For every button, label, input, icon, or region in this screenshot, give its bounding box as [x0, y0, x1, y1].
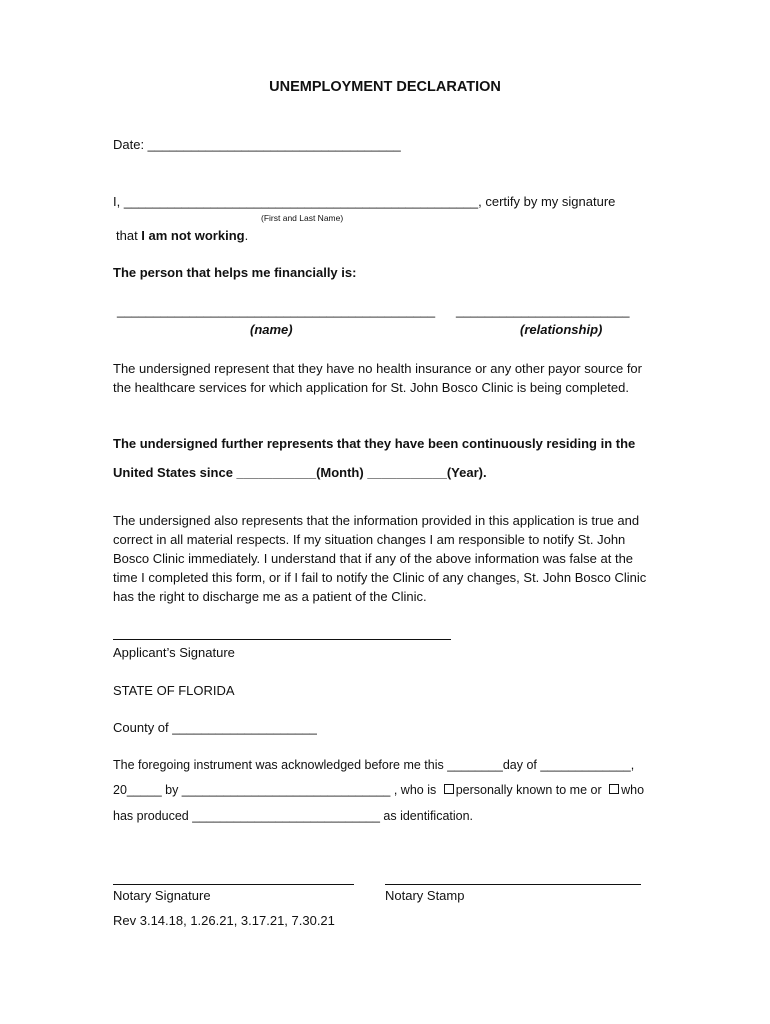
helper-relationship-caption: (relationship) — [520, 322, 603, 337]
not-working-prefix: that — [116, 228, 142, 243]
applicant-signature-label: Applicant’s Signature — [113, 645, 235, 660]
notary-signature-line[interactable] — [113, 884, 354, 885]
helper-heading: The person that helps me financially is: — [113, 265, 357, 280]
helper-relationship-field[interactable]: ________________________ — [456, 303, 630, 318]
certify-suffix: , certify by my signature — [478, 194, 616, 209]
produced-id-label: who — [621, 783, 645, 797]
insurance-paragraph: The undersigned represent that they have no health insurance or any other payor source for the healthcare services for which application for St. John Bosco Clinic is being completed. — [113, 361, 642, 395]
applicant-signature-line[interactable] — [113, 639, 451, 640]
produced-id-checkbox[interactable] — [609, 784, 619, 794]
truth-paragraph: The undersigned also represents that the information provided in this application is true and correct in all material respects. If my situation changes I am responsible to notify St. John Bosco Clinic immediately. I understand that if any of the above information was false at the time I completed this form, or if I fail to notify the Clinic of any changes, St. John Bosco Clinic has the right to discharge me as a patient of the Clinic. — [113, 513, 647, 604]
notary-stamp-line[interactable] — [385, 884, 641, 885]
not-working-suffix: . — [244, 228, 249, 243]
name-hint: (First and Last Name) — [261, 213, 344, 223]
residence-line-2[interactable]: United States since ___________(Month) ___________(Year). — [113, 465, 487, 480]
notary-line-1[interactable]: The foregoing instrument was acknowledged before me this ________day of _____________, — [113, 758, 635, 772]
helper-name-field[interactable]: ____________________________________________ — [117, 303, 436, 318]
personally-known-checkbox[interactable] — [444, 784, 454, 794]
notary-line-3[interactable]: has produced ___________________________ as identification. — [113, 809, 474, 823]
not-working-bold: I am not working — [141, 228, 245, 243]
name-field[interactable]: I, _________________________________________________ — [113, 194, 479, 209]
notary-by-field[interactable]: 20_____ by ______________________________ , who is — [113, 783, 440, 797]
certify-line — [113, 194, 615, 209]
notary-signature-label: Notary Signature — [113, 888, 211, 903]
state-label: STATE OF FLORIDA — [113, 683, 235, 698]
revision-note: Rev 3.14.18, 1.26.21, 3.17.21, 7.30.21 — [113, 913, 335, 928]
residence-line-1: The undersigned further represents that they have been continuously residing in the — [113, 436, 636, 451]
personally-known-label: personally known to me or — [455, 783, 606, 797]
document-title: UNEMPLOYMENT DECLARATION — [269, 79, 501, 95]
helper-name-caption: (name) — [250, 322, 293, 337]
notary-stamp-label: Notary Stamp — [385, 888, 465, 903]
not-working-statement — [116, 228, 248, 243]
notary-line-2 — [113, 783, 644, 797]
date-field[interactable]: Date: ___________________________________ — [113, 137, 401, 152]
county-field[interactable]: County of ____________________ — [113, 720, 317, 735]
